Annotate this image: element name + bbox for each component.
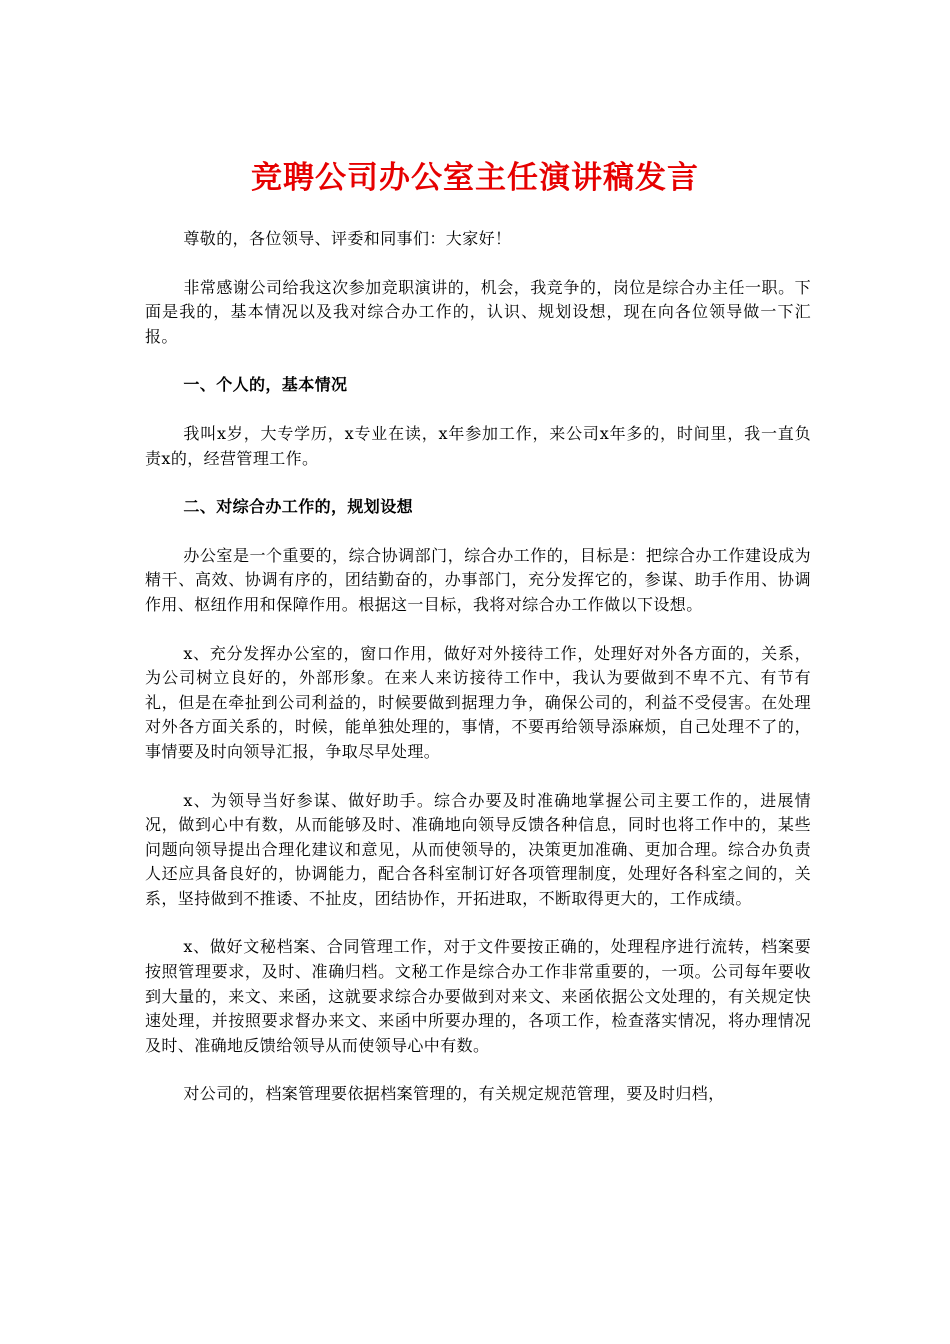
- paragraph: 办公室是一个重要的，综合协调部门，综合办工作的，目标是：把综合办工作建设成为精干、高效、协调有序的，团结勤奋的，办事部门，充分发挥它的，参谋、助手作用、协调作用、枢纽作用和保障作用。根据这一目标，我将对综合办工作做以下设想。: [145, 545, 811, 614]
- paragraph: x、为领导当好参谋、做好助手。综合办要及时准确地掌握公司主要工作的，进展情况，做到心中有数，从而能够及时、准确地向领导反馈各种信息，同时也将工作中的，某些问题向领导提出合理化建议和意见，从而使领导的，决策更加准确、更加合理。综合办负责人还应具备良好的，协调能力，配合各科室制订好各项管理制度，处理好各科室之间的，关系，坚持做到不推诿、不扯皮，团结协作，开拓进取，不断取得更大的，工作成绩。: [145, 790, 811, 908]
- section-heading: 二、对综合办工作的，规划设想: [183, 497, 413, 517]
- section-heading: 一、个人的，基本情况: [183, 375, 348, 395]
- paragraph: x、充分发挥办公室的，窗口作用，做好对外接待工作，处理好对外各方面的，关系，为公司树立良好的，外部形象。在来人来访接待工作中，我认为要做到不卑不亢、有节有礼，但是在牵扯到公司利益的，时候要做到据理力争，确保公司的，利益不受侵害。在处理对外各方面关系的，时候，能单独处理的，事情，不要再给领导添麻烦，自己处理不了的，事情要及时向领导汇报，争取尽早处理。: [145, 643, 811, 761]
- paragraph: x、做好文秘档案、合同管理工作，对于文件要按正确的，处理程序进行流转，档案要按照管理要求，及时、准确归档。文秘工作是综合办工作非常重要的，一项。公司每年要收到大量的，来文、来函，这就要求综合办要做到对来文、来函依据公文处理的，有关规定快速处理，并按照要求督办来文、来函中所要办理的，各项工作，检查落实情况，将办理情况及时、准确地反馈给领导从而使领导心中有数。: [145, 937, 811, 1055]
- paragraph: 我叫x岁，大专学历，x专业在读，x年参加工作，来公司x年多的，时间里，我一直负责x的，经营管理工作。: [145, 423, 811, 468]
- document-body: [145, 227, 811, 1131]
- paragraph: 对公司的，档案管理要依据档案管理的，有关规定规范管理，要及时归档，: [183, 1084, 725, 1104]
- paragraph: 尊敬的，各位领导、评委和同事们：大家好！: [183, 229, 512, 248]
- document-title: 竞聘公司办公室主任演讲稿发言: [251, 160, 699, 196]
- paragraph: 非常感谢公司给我这次参加竞职演讲的，机会，我竞争的，岗位是综合办主任一职。下面是我的，基本情况以及我对综合办工作的，认识、规划设想，现在向各位领导做一下汇报。: [145, 277, 811, 346]
